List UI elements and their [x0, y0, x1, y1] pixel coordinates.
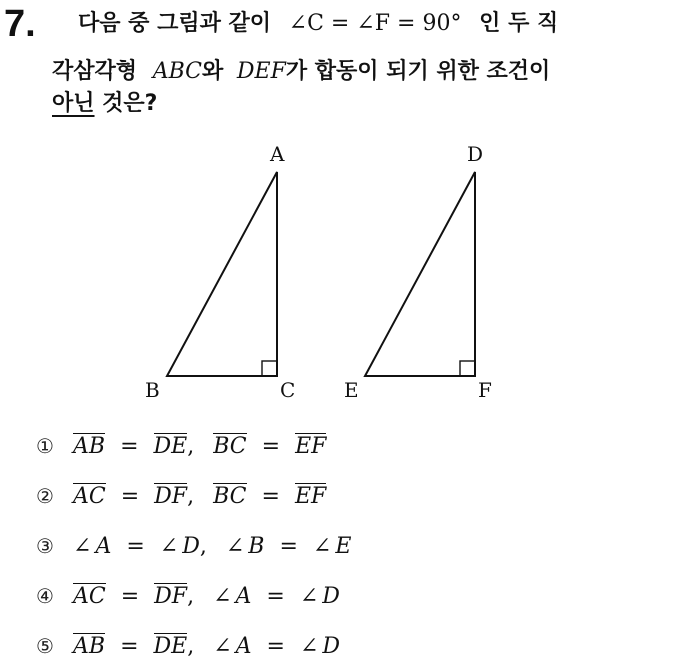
equals-sign: = — [120, 584, 140, 609]
equals-sign: = — [120, 634, 139, 659]
angle-vertex: A — [235, 584, 252, 609]
comma: , — [187, 484, 195, 509]
segment: DE — [153, 634, 188, 659]
choice-number: ③ — [36, 534, 54, 558]
angle-symbol: ∠ — [213, 634, 232, 659]
triangle-abc-shape — [167, 172, 277, 376]
question-text-part: 각삼각형 — [52, 59, 138, 84]
segment: AC — [73, 484, 106, 509]
angle-vertex: D — [322, 584, 340, 609]
equals-sign: = — [120, 434, 139, 459]
right-angle-mark-f — [460, 361, 475, 376]
question-text-part: 것은? — [94, 91, 158, 116]
equals-sign: = — [126, 534, 145, 559]
triangle-def-shape — [365, 172, 475, 376]
angle-symbol: ∠ — [73, 534, 92, 559]
choice-5[interactable] — [36, 626, 340, 666]
angle-symbol: ∠ — [299, 634, 319, 659]
segment: BC — [213, 434, 247, 459]
segment: AB — [73, 634, 106, 659]
angle-vertex: E — [335, 534, 352, 559]
comma: , — [187, 634, 195, 659]
right-angle-condition: ∠C = ∠F = 90° — [288, 11, 462, 36]
segment: EF — [295, 434, 327, 459]
choice-2[interactable] — [36, 476, 326, 516]
emphasis-not: 아닌 — [52, 91, 95, 116]
right-angle-mark-c — [262, 361, 277, 376]
comma: , — [187, 434, 195, 459]
vertex-label-b: B — [145, 378, 160, 402]
angle-symbol: ∠ — [225, 534, 245, 559]
vertex-label-d: D — [467, 142, 484, 166]
question-text-part: 인 두 직 — [479, 11, 559, 36]
equals-sign: = — [261, 484, 280, 509]
choice-1[interactable] — [36, 426, 326, 466]
comma: , — [199, 534, 207, 559]
question-text-part: 가 합동이 되기 위한 조건이 — [285, 59, 551, 84]
segment: AC — [73, 584, 106, 609]
choice-number: ② — [36, 484, 54, 508]
comma: , — [187, 584, 195, 609]
triangle-abc-name: ABC — [152, 59, 202, 84]
equals-sign: = — [261, 434, 281, 459]
segment: BC — [213, 484, 247, 509]
vertex-label-f: F — [478, 378, 492, 402]
angle-vertex: D — [322, 634, 341, 659]
vertex-label-c: C — [280, 378, 296, 402]
segment: AB — [73, 434, 106, 459]
question-text-part: 와 — [201, 59, 224, 84]
question-text-part: 다음 중 그림과 같이 — [78, 11, 271, 36]
triangle-def — [344, 142, 492, 402]
angle-vertex: D — [182, 534, 200, 559]
vertex-label-e: E — [344, 378, 359, 402]
angle-vertex: A — [235, 634, 252, 659]
choice-number: ④ — [36, 584, 54, 608]
segment: DE — [153, 434, 188, 459]
question-number: 7. — [4, 3, 36, 45]
triangle-def-name: DEF — [236, 59, 286, 84]
equals-sign: = — [266, 634, 285, 659]
angle-symbol: ∠ — [312, 534, 332, 559]
choice-3[interactable] — [36, 526, 351, 566]
choice-4[interactable] — [36, 576, 340, 616]
equals-sign: = — [266, 584, 285, 609]
triangle-abc — [145, 142, 295, 402]
angle-vertex: B — [248, 534, 265, 559]
angle-symbol: ∠ — [213, 584, 232, 609]
choice-number: ① — [36, 434, 54, 458]
choice-number: ⑤ — [36, 634, 54, 658]
equals-sign: = — [279, 534, 298, 559]
angle-vertex: A — [95, 534, 112, 559]
segment: DF — [154, 484, 188, 509]
segment: DF — [154, 584, 188, 609]
equals-sign: = — [120, 484, 140, 509]
angle-symbol: ∠ — [299, 584, 319, 609]
vertex-label-a: A — [270, 142, 285, 166]
angle-symbol: ∠ — [159, 534, 179, 559]
segment: EF — [294, 484, 327, 509]
